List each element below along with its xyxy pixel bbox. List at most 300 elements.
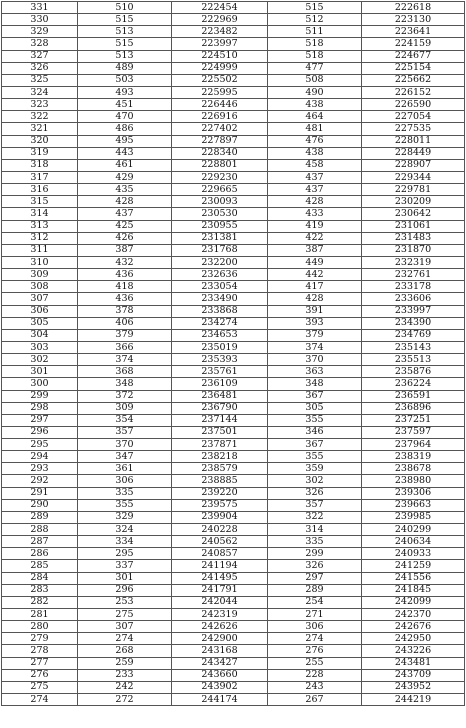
table-cell: 242950 (362, 633, 465, 645)
table-cell: 337 (78, 560, 172, 572)
table-cell: 503 (78, 74, 172, 86)
table-cell: 235393 (172, 354, 268, 366)
table-cell: 244219 (362, 694, 465, 706)
table-row (2, 38, 465, 50)
table-cell: 335 (78, 487, 172, 499)
table-cell: 236109 (172, 378, 268, 390)
table-row (2, 269, 465, 281)
table-cell: 387 (268, 244, 362, 256)
table-row (2, 426, 465, 438)
table-cell: 239575 (172, 499, 268, 511)
table-cell: 406 (78, 317, 172, 329)
table-cell: 231768 (172, 244, 268, 256)
table-cell: 278 (2, 645, 78, 657)
table-cell: 305 (2, 317, 78, 329)
table-row (2, 681, 465, 693)
table-cell: 309 (2, 269, 78, 281)
table-row (2, 171, 465, 183)
table-cell: 508 (268, 74, 362, 86)
table-cell: 243660 (172, 669, 268, 681)
table-row (2, 256, 465, 268)
table-cell: 227402 (172, 123, 268, 135)
table-cell: 235019 (172, 341, 268, 353)
table-cell: 297 (2, 414, 78, 426)
table-cell: 321 (2, 123, 78, 135)
table-row (2, 123, 465, 135)
table-cell: 233 (78, 669, 172, 681)
table-cell: 313 (2, 220, 78, 232)
table-cell: 303 (2, 341, 78, 353)
table-cell: 234769 (362, 329, 465, 341)
table-cell: 236790 (172, 402, 268, 414)
table-cell: 277 (2, 657, 78, 669)
table-cell: 242319 (172, 609, 268, 621)
table-cell: 357 (268, 499, 362, 511)
table-cell: 234274 (172, 317, 268, 329)
table-row (2, 293, 465, 305)
table-cell: 232319 (362, 256, 465, 268)
table-row (2, 499, 465, 511)
table-cell: 238218 (172, 451, 268, 463)
table-cell: 299 (268, 548, 362, 560)
table-cell: 233178 (362, 281, 465, 293)
table-row (2, 584, 465, 596)
table-cell: 238319 (362, 451, 465, 463)
table-cell: 314 (268, 524, 362, 536)
table-cell: 326 (2, 62, 78, 74)
table-row (2, 524, 465, 536)
table-cell: 228801 (172, 159, 268, 171)
table-cell: 285 (2, 560, 78, 572)
table-cell: 433 (268, 208, 362, 220)
table-cell: 222454 (172, 2, 268, 14)
table-cell: 393 (268, 317, 362, 329)
table-cell: 228449 (362, 147, 465, 159)
table-cell: 231870 (362, 244, 465, 256)
table-cell: 243168 (172, 645, 268, 657)
table-cell: 243952 (362, 681, 465, 693)
table-cell: 239306 (362, 487, 465, 499)
table-cell: 432 (78, 256, 172, 268)
table-row (2, 596, 465, 608)
table-cell: 347 (78, 451, 172, 463)
table-row (2, 159, 465, 171)
table-row (2, 147, 465, 159)
table-cell: 426 (78, 232, 172, 244)
table-cell: 438 (268, 99, 362, 111)
table-row (2, 244, 465, 256)
table-cell: 515 (78, 14, 172, 26)
table-cell: 224677 (362, 50, 465, 62)
table-row (2, 232, 465, 244)
table-row (2, 135, 465, 147)
table-row (2, 86, 465, 98)
table-row (2, 657, 465, 669)
table-row (2, 62, 465, 74)
table-cell: 515 (268, 2, 362, 14)
table-row (2, 378, 465, 390)
table-cell: 243709 (362, 669, 465, 681)
table-row (2, 50, 465, 62)
table-cell: 237597 (362, 426, 465, 438)
table-cell: 304 (2, 329, 78, 341)
table-cell: 310 (2, 256, 78, 268)
table-cell: 225995 (172, 86, 268, 98)
table-cell: 442 (268, 269, 362, 281)
table-cell: 302 (2, 354, 78, 366)
table-cell: 327 (2, 50, 78, 62)
table-cell: 253 (78, 596, 172, 608)
table-cell: 335 (268, 536, 362, 548)
table-cell: 229665 (172, 184, 268, 196)
table-cell: 229781 (362, 184, 465, 196)
table-cell: 282 (2, 596, 78, 608)
table-cell: 425 (78, 220, 172, 232)
table-cell: 227897 (172, 135, 268, 147)
table-cell: 226152 (362, 86, 465, 98)
table-cell: 326 (268, 487, 362, 499)
table-cell: 311 (2, 244, 78, 256)
table-cell: 235513 (362, 354, 465, 366)
table-cell: 495 (78, 135, 172, 147)
table-cell: 307 (2, 293, 78, 305)
table-cell: 325 (2, 74, 78, 86)
table-cell: 274 (2, 694, 78, 706)
table-row (2, 14, 465, 26)
table-cell: 511 (268, 26, 362, 38)
table-row (2, 220, 465, 232)
table-cell: 297 (268, 572, 362, 584)
table-cell: 288 (2, 524, 78, 536)
table-cell: 320 (2, 135, 78, 147)
table-cell: 363 (268, 366, 362, 378)
table-cell: 348 (268, 378, 362, 390)
table-cell: 489 (78, 62, 172, 74)
table-cell: 319 (2, 147, 78, 159)
table-cell: 374 (268, 341, 362, 353)
table-cell: 228011 (362, 135, 465, 147)
table-cell: 235143 (362, 341, 465, 353)
table-cell: 223482 (172, 26, 268, 38)
table-row (2, 402, 465, 414)
table-cell: 243902 (172, 681, 268, 693)
table-cell: 231061 (362, 220, 465, 232)
table-cell: 428 (268, 196, 362, 208)
score-distribution-table (1, 1, 465, 706)
table-cell: 224159 (362, 38, 465, 50)
table-cell: 302 (268, 475, 362, 487)
table-cell: 435 (78, 184, 172, 196)
table-cell: 271 (268, 609, 362, 621)
table-cell: 379 (78, 329, 172, 341)
table-cell: 437 (268, 171, 362, 183)
table-cell: 307 (78, 621, 172, 633)
table-cell: 348 (78, 378, 172, 390)
table-cell: 235761 (172, 366, 268, 378)
table-cell: 300 (2, 378, 78, 390)
table-cell: 378 (78, 305, 172, 317)
table-cell: 437 (78, 208, 172, 220)
table-cell: 316 (2, 184, 78, 196)
table-cell: 242370 (362, 609, 465, 621)
table-cell: 357 (78, 426, 172, 438)
table-cell: 232636 (172, 269, 268, 281)
table-cell: 226446 (172, 99, 268, 111)
table-row (2, 645, 465, 657)
table-cell: 312 (2, 232, 78, 244)
table-cell: 510 (78, 2, 172, 14)
table-cell: 236224 (362, 378, 465, 390)
table-cell: 301 (78, 572, 172, 584)
table-row (2, 341, 465, 353)
table-cell: 279 (2, 633, 78, 645)
table-row (2, 111, 465, 123)
table-row (2, 99, 465, 111)
table-cell: 243427 (172, 657, 268, 669)
table-cell: 230642 (362, 208, 465, 220)
table-row (2, 184, 465, 196)
table-cell: 276 (2, 669, 78, 681)
table-cell: 318 (2, 159, 78, 171)
table-cell: 418 (78, 281, 172, 293)
table-cell: 237964 (362, 439, 465, 451)
table-cell: 289 (268, 584, 362, 596)
table-cell: 481 (268, 123, 362, 135)
table-cell: 326 (268, 560, 362, 572)
table-cell: 513 (78, 50, 172, 62)
table-row (2, 329, 465, 341)
table-cell: 224510 (172, 50, 268, 62)
table-cell: 242900 (172, 633, 268, 645)
table-row (2, 26, 465, 38)
table-cell: 324 (2, 86, 78, 98)
table-cell: 329 (2, 26, 78, 38)
table-cell: 391 (268, 305, 362, 317)
table-cell: 224999 (172, 62, 268, 74)
table-cell: 242 (78, 681, 172, 693)
table-cell: 387 (78, 244, 172, 256)
table-cell: 223130 (362, 14, 465, 26)
table-cell: 512 (268, 14, 362, 26)
table-cell: 518 (268, 38, 362, 50)
table-cell: 314 (2, 208, 78, 220)
table-row (2, 463, 465, 475)
table-row (2, 317, 465, 329)
table-cell: 234653 (172, 329, 268, 341)
table-row (2, 548, 465, 560)
table-cell: 306 (2, 305, 78, 317)
table-cell: 239904 (172, 511, 268, 523)
table-cell: 254 (268, 596, 362, 608)
table-cell: 354 (78, 414, 172, 426)
table-cell: 490 (268, 86, 362, 98)
table-cell: 238579 (172, 463, 268, 475)
table-row (2, 633, 465, 645)
table-row (2, 621, 465, 633)
table-cell: 331 (2, 2, 78, 14)
table-cell: 461 (78, 159, 172, 171)
table-cell: 436 (78, 293, 172, 305)
table-cell: 281 (2, 609, 78, 621)
table-cell: 237871 (172, 439, 268, 451)
table-cell: 228340 (172, 147, 268, 159)
table-cell: 274 (268, 633, 362, 645)
table-cell: 451 (78, 99, 172, 111)
table-cell: 244174 (172, 694, 268, 706)
table-cell: 243 (268, 681, 362, 693)
table-cell: 228 (268, 669, 362, 681)
table-cell: 241791 (172, 584, 268, 596)
table-body (2, 2, 465, 706)
table-cell: 287 (2, 536, 78, 548)
table-cell: 379 (268, 329, 362, 341)
table-cell: 355 (268, 451, 362, 463)
table-cell: 241194 (172, 560, 268, 572)
table-cell: 323 (2, 99, 78, 111)
table-cell: 233606 (362, 293, 465, 305)
table-cell: 241495 (172, 572, 268, 584)
table-cell: 292 (2, 475, 78, 487)
table-cell: 227535 (362, 123, 465, 135)
table-cell: 236481 (172, 390, 268, 402)
table-cell: 275 (2, 681, 78, 693)
table-cell: 232200 (172, 256, 268, 268)
table-cell: 241259 (362, 560, 465, 572)
table-cell: 299 (2, 390, 78, 402)
table-cell: 306 (78, 475, 172, 487)
table-cell: 223641 (362, 26, 465, 38)
table-cell: 267 (268, 694, 362, 706)
table-cell: 230955 (172, 220, 268, 232)
table-cell: 476 (268, 135, 362, 147)
table-cell: 222618 (362, 2, 465, 14)
table-cell: 330 (2, 14, 78, 26)
table-row (2, 451, 465, 463)
table-cell: 236591 (362, 390, 465, 402)
table-cell: 355 (78, 499, 172, 511)
table-cell: 305 (268, 402, 362, 414)
table-cell: 243226 (362, 645, 465, 657)
table-row (2, 2, 465, 14)
table-row (2, 414, 465, 426)
table-cell: 346 (268, 426, 362, 438)
table-cell: 234390 (362, 317, 465, 329)
table-cell: 239985 (362, 511, 465, 523)
table-cell: 229230 (172, 171, 268, 183)
table-cell: 242099 (362, 596, 465, 608)
table-cell: 280 (2, 621, 78, 633)
table-cell: 515 (78, 38, 172, 50)
table-cell: 493 (78, 86, 172, 98)
table-cell: 275 (78, 609, 172, 621)
table-cell: 295 (78, 548, 172, 560)
table-cell: 322 (2, 111, 78, 123)
table-cell: 239220 (172, 487, 268, 499)
table-cell: 464 (268, 111, 362, 123)
table-cell: 359 (268, 463, 362, 475)
table-row (2, 609, 465, 621)
table-cell: 437 (268, 184, 362, 196)
table-cell: 274 (78, 633, 172, 645)
table-cell: 361 (78, 463, 172, 475)
table-cell: 374 (78, 354, 172, 366)
table-cell: 328 (2, 38, 78, 50)
table-cell: 283 (2, 584, 78, 596)
table-cell: 242044 (172, 596, 268, 608)
table-cell: 226916 (172, 111, 268, 123)
table-cell: 296 (2, 426, 78, 438)
table-cell: 240634 (362, 536, 465, 548)
table-cell: 370 (78, 439, 172, 451)
table-cell: 240933 (362, 548, 465, 560)
table-cell: 286 (2, 548, 78, 560)
table-cell: 306 (268, 621, 362, 633)
table-cell: 428 (268, 293, 362, 305)
table-cell: 239663 (362, 499, 465, 511)
table-row (2, 354, 465, 366)
table-cell: 429 (78, 171, 172, 183)
table-cell: 436 (78, 269, 172, 281)
table-cell: 233054 (172, 281, 268, 293)
table-row (2, 439, 465, 451)
table-cell: 272 (78, 694, 172, 706)
table-row (2, 572, 465, 584)
table-cell: 231381 (172, 232, 268, 244)
table-cell: 231483 (362, 232, 465, 244)
table-cell: 222969 (172, 14, 268, 26)
table-row (2, 208, 465, 220)
table-cell: 233868 (172, 305, 268, 317)
table-cell: 293 (2, 463, 78, 475)
table-cell: 236896 (362, 402, 465, 414)
table-cell: 368 (78, 366, 172, 378)
table-cell: 225502 (172, 74, 268, 86)
table-cell: 259 (78, 657, 172, 669)
table-cell: 317 (2, 171, 78, 183)
table-row (2, 366, 465, 378)
table-cell: 372 (78, 390, 172, 402)
table-cell: 243481 (362, 657, 465, 669)
table-cell: 486 (78, 123, 172, 135)
table-row (2, 196, 465, 208)
table-cell: 290 (2, 499, 78, 511)
table-row (2, 694, 465, 706)
table-cell: 458 (268, 159, 362, 171)
table-cell: 366 (78, 341, 172, 353)
table-cell: 237144 (172, 414, 268, 426)
table-cell: 324 (78, 524, 172, 536)
table-cell: 370 (268, 354, 362, 366)
table-row (2, 511, 465, 523)
table-cell: 284 (2, 572, 78, 584)
table-cell: 232761 (362, 269, 465, 281)
table-cell: 355 (268, 414, 362, 426)
table-cell: 242676 (362, 621, 465, 633)
table-cell: 240562 (172, 536, 268, 548)
table-cell: 367 (268, 439, 362, 451)
table-cell: 230209 (362, 196, 465, 208)
table-cell: 268 (78, 645, 172, 657)
table-cell: 238678 (362, 463, 465, 475)
table-cell: 240228 (172, 524, 268, 536)
table-row (2, 390, 465, 402)
table-cell: 237501 (172, 426, 268, 438)
table-cell: 226590 (362, 99, 465, 111)
table-cell: 227054 (362, 111, 465, 123)
table-cell: 367 (268, 390, 362, 402)
table-cell: 228907 (362, 159, 465, 171)
table-cell: 240857 (172, 548, 268, 560)
